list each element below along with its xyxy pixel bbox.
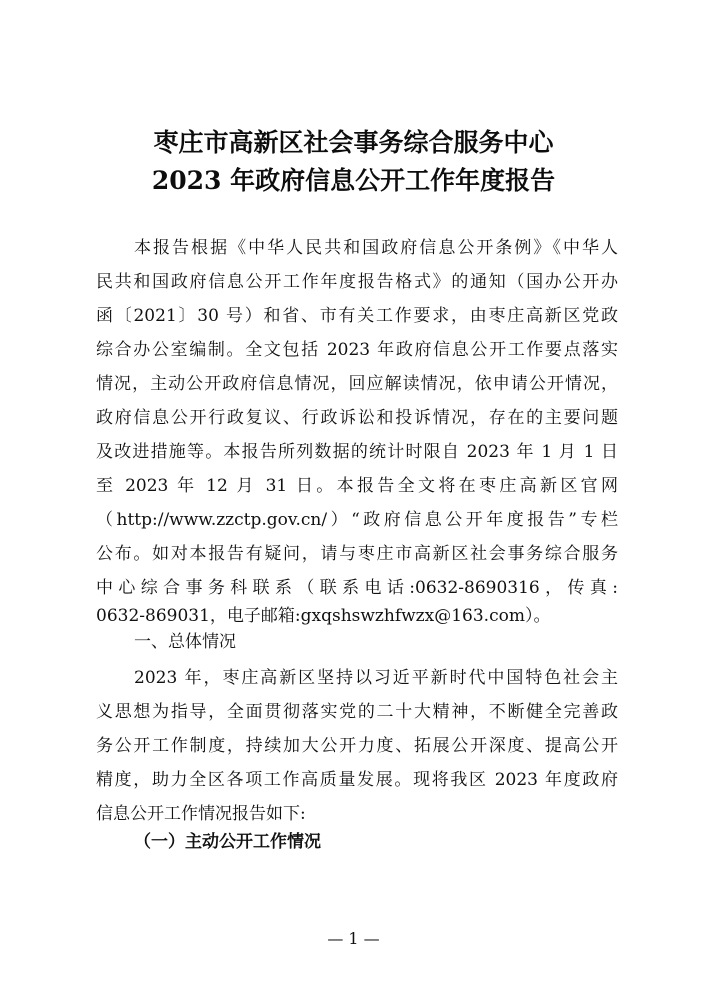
text-line: 0632-869031，电子邮箱:gxqshswzhfwzx@163.com）。 [96,606,551,626]
text-line: 信息公开工作情况报告如下: [96,804,306,824]
text-line: 务公开工作制度，持续加大公开力度、拓展公开深度、提高公开 [96,736,618,756]
text-line: 中心综合事务科联系（联系电话:0632-8690316，传真: [96,578,618,598]
page-number: — 1 — [327,929,380,948]
text-line: 精度，助力全区各项工作高质量发展。现将我区 2023 年度政府 [96,770,618,790]
text-line: 民共和国政府信息公开工作年度报告格式》的通知（国办公开办 [96,272,618,292]
text-line: 本报告根据《中华人民共和国政府信息公开条例》《中华人 [134,238,618,258]
text-line: 及改进措施等。本报告所列数据的统计时限自 2023 年 1 月 1 日 [96,442,618,462]
text-line: 义思想为指导，全面贯彻落实党的二十大精神，不断健全完善政 [96,702,618,722]
subsection-heading-active-disclosure: （一）主动公开工作情况 [134,832,321,852]
text-line: （http://www.zzctp.gov.cn/）“政府信息公开年度报告”专栏 [96,510,618,530]
text-line: 2023 年，枣庄高新区坚持以习近平新时代中国特色社会主 [134,668,618,688]
text-line: 综合办公室编制。全文包括 2023 年政府信息公开工作要点落实 [96,340,618,360]
section-heading-overview: 一、总体情况 [134,632,236,652]
text-line: 公布。如对本报告有疑问，请与枣庄市高新区社会事务综合服务 [96,544,618,564]
text-line: 至 2023 年 12 月 31 日。本报告全文将在枣庄高新区官网 [96,476,618,496]
text-line: 政府信息公开行政复议、行政诉讼和投诉情况，存在的主要问题 [96,408,618,428]
document-title-line-2: 2023 年政府信息公开工作年度报告 [151,166,556,195]
document-title-line-1: 枣庄市高新区社会事务综合服务中心 [153,128,554,157]
text-line: 情况，主动公开政府信息情况，回应解读情况，依申请公开情况， [96,374,618,394]
text-line: 函〔2021〕30 号）和省、市有关工作要求，由枣庄高新区党政 [96,306,618,326]
